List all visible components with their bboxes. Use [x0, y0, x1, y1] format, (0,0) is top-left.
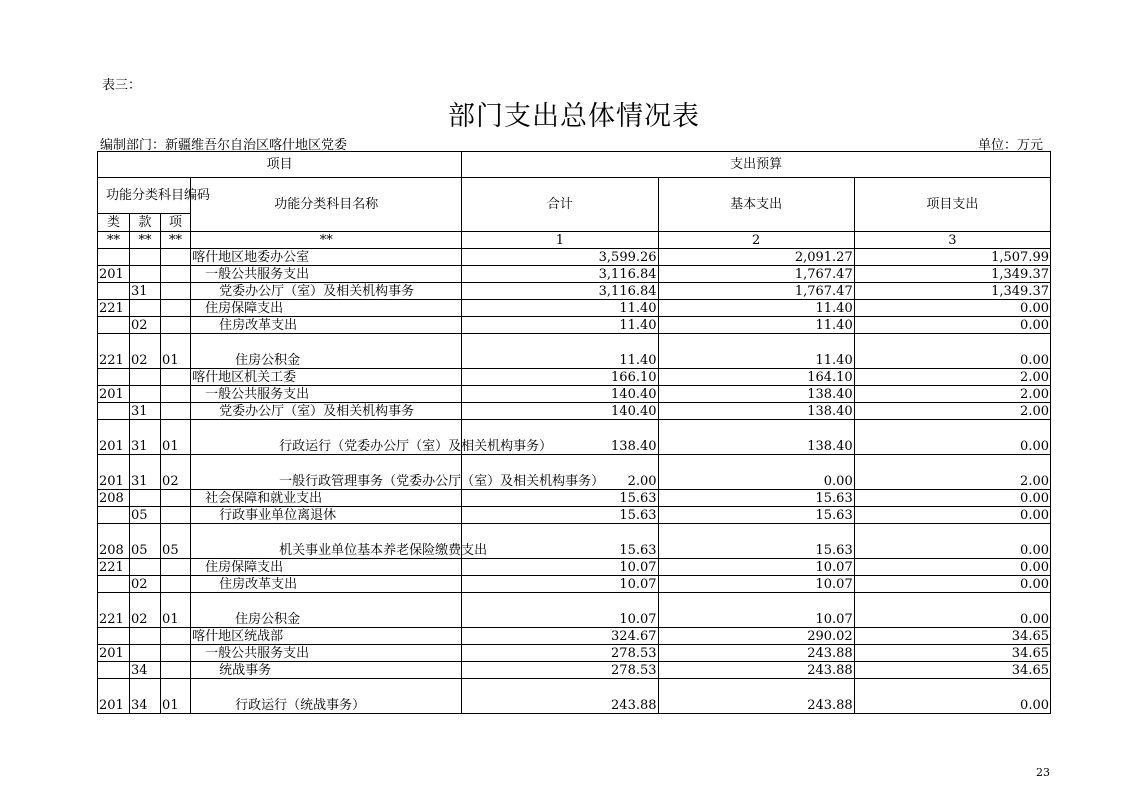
cell-kuan: 34 [130, 662, 161, 679]
cell-basic: 15.63 [658, 524, 854, 559]
cell-kuan [130, 559, 161, 576]
header-col-3: 3 [854, 232, 1050, 249]
table-row [98, 490, 1051, 507]
cell-total: 10.07 [462, 593, 658, 628]
cell-name: 住房保障支出 [191, 559, 462, 576]
cell-kuan [130, 490, 161, 507]
page-title: 部门支出总体情况表 [448, 101, 700, 132]
cell-basic: 138.40 [658, 420, 854, 455]
cell-lei [98, 628, 130, 645]
cell-name: 一般行政管理事务（党委办公厅（室）及相关机构事务） [191, 455, 462, 490]
cell-name: 住房改革支出 [191, 317, 462, 334]
cell-total: 278.53 [462, 645, 658, 662]
cell-xiang [161, 369, 191, 386]
cell-basic: 15.63 [658, 490, 854, 507]
cell-basic: 243.88 [658, 679, 854, 714]
header-basic: 基本支出 [658, 178, 854, 232]
cell-kuan: 34 [130, 679, 161, 714]
cell-project: 1,507.99 [854, 249, 1050, 266]
cell-lei [98, 507, 130, 524]
cell-lei [98, 369, 130, 386]
cell-name: 机关事业单位基本养老保险缴费支出 [191, 524, 462, 559]
cell-basic: 2,091.27 [658, 249, 854, 266]
cell-xiang [161, 266, 191, 283]
cell-name: 行政运行（统战事务） [191, 679, 462, 714]
cell-xiang [161, 576, 191, 593]
cell-lei: 201 [98, 386, 130, 403]
cell-project: 0.00 [854, 576, 1050, 593]
table-row [98, 386, 1051, 403]
table-row [98, 403, 1051, 420]
cell-kuan: 02 [130, 317, 161, 334]
cell-project: 34.65 [854, 645, 1050, 662]
cell-total: 140.40 [462, 403, 658, 420]
header-col-1: 1 [462, 232, 658, 249]
table-row [98, 455, 1051, 490]
cell-lei: 201 [98, 266, 130, 283]
cell-kuan: 31 [130, 420, 161, 455]
header-col-2: 2 [658, 232, 854, 249]
cell-basic: 243.88 [658, 662, 854, 679]
table-row [98, 628, 1051, 645]
header-xiang: 项 [161, 214, 191, 232]
cell-lei: 201 [98, 455, 130, 490]
cell-project: 0.00 [854, 420, 1050, 455]
cell-xiang: 01 [161, 679, 191, 714]
cell-project: 0.00 [854, 317, 1050, 334]
cell-name: 一般公共服务支出 [191, 386, 462, 403]
cell-project: 2.00 [854, 455, 1050, 490]
cell-xiang [161, 300, 191, 317]
cell-total: 15.63 [462, 490, 658, 507]
cell-total: 3,116.84 [462, 266, 658, 283]
cell-total: 166.10 [462, 369, 658, 386]
cell-xiang [161, 403, 191, 420]
cell-total: 15.63 [462, 507, 658, 524]
cell-kuan: 05 [130, 524, 161, 559]
cell-kuan: 02 [130, 334, 161, 369]
header-kuan: 款 [130, 214, 161, 232]
cell-xiang [161, 507, 191, 524]
cell-kuan [130, 300, 161, 317]
cell-kuan: 02 [130, 576, 161, 593]
table-row [98, 593, 1051, 628]
cell-project: 0.00 [854, 490, 1050, 507]
cell-project: 0.00 [854, 300, 1050, 317]
header-total: 合计 [462, 178, 658, 232]
cell-project: 2.00 [854, 369, 1050, 386]
cell-project: 1,349.37 [854, 283, 1050, 300]
cell-project: 2.00 [854, 403, 1050, 420]
cell-project: 0.00 [854, 524, 1050, 559]
cell-kuan [130, 266, 161, 283]
header-code-group: 功能分类科目编码 [98, 178, 191, 214]
header-marker-xiang: ** [161, 232, 191, 249]
cell-total: 11.40 [462, 317, 658, 334]
table-row [98, 679, 1051, 714]
page-number: 23 [1036, 766, 1050, 779]
header-marker-lei: ** [98, 232, 130, 249]
cell-xiang [161, 283, 191, 300]
header-marker-name: ** [191, 232, 462, 249]
cell-total: 11.40 [462, 300, 658, 317]
cell-kuan: 05 [130, 507, 161, 524]
header-project: 项目支出 [854, 178, 1050, 232]
cell-basic: 243.88 [658, 645, 854, 662]
cell-kuan: 31 [130, 403, 161, 420]
cell-total: 2.00 [462, 455, 658, 490]
cell-lei [98, 662, 130, 679]
cell-name: 喀什地区机关工委 [191, 369, 462, 386]
cell-total: 3,599.26 [462, 249, 658, 266]
cell-basic: 290.02 [658, 628, 854, 645]
cell-name: 统战事务 [191, 662, 462, 679]
cell-basic: 10.07 [658, 559, 854, 576]
table-row [98, 300, 1051, 317]
header-marker-kuan: ** [130, 232, 161, 249]
cell-kuan [130, 249, 161, 266]
cell-lei [98, 576, 130, 593]
cell-lei: 221 [98, 559, 130, 576]
cell-lei: 201 [98, 645, 130, 662]
cell-xiang: 01 [161, 334, 191, 369]
table-row [98, 645, 1051, 662]
table-row [98, 576, 1051, 593]
cell-kuan [130, 628, 161, 645]
cell-lei: 221 [98, 593, 130, 628]
cell-basic: 164.10 [658, 369, 854, 386]
cell-basic: 0.00 [658, 455, 854, 490]
cell-lei [98, 249, 130, 266]
expenditure-table [97, 151, 1051, 714]
cell-project: 1,349.37 [854, 266, 1050, 283]
table-row [98, 559, 1051, 576]
cell-xiang: 05 [161, 524, 191, 559]
table-row [98, 334, 1051, 369]
cell-kuan [130, 645, 161, 662]
cell-name: 住房公积金 [191, 593, 462, 628]
cell-name: 行政事业单位离退休 [191, 507, 462, 524]
cell-xiang [161, 386, 191, 403]
cell-xiang: 01 [161, 420, 191, 455]
unit-label: 单位：万元 [978, 138, 1044, 153]
cell-project: 34.65 [854, 628, 1050, 645]
cell-kuan: 31 [130, 455, 161, 490]
cell-basic: 11.40 [658, 334, 854, 369]
table-row [98, 524, 1051, 559]
cell-xiang: 01 [161, 593, 191, 628]
cell-project: 0.00 [854, 334, 1050, 369]
cell-basic: 10.07 [658, 593, 854, 628]
cell-total: 140.40 [462, 386, 658, 403]
cell-xiang [161, 628, 191, 645]
cell-name: 喀什地区地委办公室 [191, 249, 462, 266]
cell-name: 住房公积金 [191, 334, 462, 369]
table-row [98, 662, 1051, 679]
cell-lei: 208 [98, 524, 130, 559]
cell-lei [98, 317, 130, 334]
department-label: 编制部门：新疆维吾尔自治区喀什地区党委 [100, 138, 348, 153]
cell-lei [98, 403, 130, 420]
cell-project: 0.00 [854, 559, 1050, 576]
cell-name: 一般公共服务支出 [191, 266, 462, 283]
cell-xiang [161, 249, 191, 266]
cell-xiang [161, 559, 191, 576]
cell-basic: 15.63 [658, 507, 854, 524]
cell-lei: 201 [98, 420, 130, 455]
table-row [98, 369, 1051, 386]
cell-name: 党委办公厅（室）及相关机构事务 [191, 283, 462, 300]
cell-kuan: 31 [130, 283, 161, 300]
header-lei: 类 [98, 214, 130, 232]
cell-name: 行政运行（党委办公厅（室）及相关机构事务） [191, 420, 462, 455]
table-row [98, 283, 1051, 300]
cell-xiang [161, 490, 191, 507]
cell-project: 34.65 [854, 662, 1050, 679]
cell-name: 党委办公厅（室）及相关机构事务 [191, 403, 462, 420]
cell-name: 住房改革支出 [191, 576, 462, 593]
cell-basic: 138.40 [658, 403, 854, 420]
cell-lei: 208 [98, 490, 130, 507]
cell-basic: 11.40 [658, 317, 854, 334]
cell-name: 一般公共服务支出 [191, 645, 462, 662]
cell-name: 住房保障支出 [191, 300, 462, 317]
table-row [98, 507, 1051, 524]
cell-xiang [161, 645, 191, 662]
cell-total: 10.07 [462, 559, 658, 576]
table-row [98, 266, 1051, 283]
cell-xiang [161, 317, 191, 334]
cell-project: 2.00 [854, 386, 1050, 403]
table-row [98, 317, 1051, 334]
table-row [98, 249, 1051, 266]
cell-total: 278.53 [462, 662, 658, 679]
cell-total: 243.88 [462, 679, 658, 714]
header-budget: 支出预算 [462, 152, 1051, 178]
cell-total: 15.63 [462, 524, 658, 559]
cell-total: 3,116.84 [462, 283, 658, 300]
cell-basic: 1,767.47 [658, 283, 854, 300]
cell-xiang: 02 [161, 455, 191, 490]
cell-project: 0.00 [854, 593, 1050, 628]
cell-kuan: 02 [130, 593, 161, 628]
cell-lei: 201 [98, 679, 130, 714]
cell-basic: 138.40 [658, 386, 854, 403]
cell-total: 324.67 [462, 628, 658, 645]
cell-project: 0.00 [854, 507, 1050, 524]
cell-kuan [130, 369, 161, 386]
cell-basic: 1,767.47 [658, 266, 854, 283]
cell-lei [98, 283, 130, 300]
header-name: 功能分类科目名称 [191, 178, 462, 232]
cell-kuan [130, 386, 161, 403]
cell-total: 11.40 [462, 334, 658, 369]
cell-basic: 10.07 [658, 576, 854, 593]
cell-xiang [161, 662, 191, 679]
table-label: 表三： [102, 78, 142, 93]
cell-total: 10.07 [462, 576, 658, 593]
cell-basic: 11.40 [658, 300, 854, 317]
cell-name: 社会保障和就业支出 [191, 490, 462, 507]
cell-lei: 221 [98, 334, 130, 369]
cell-lei: 221 [98, 300, 130, 317]
cell-project: 0.00 [854, 679, 1050, 714]
table-row [98, 420, 1051, 455]
header-item: 项目 [98, 152, 462, 178]
cell-total: 138.40 [462, 420, 658, 455]
cell-name: 喀什地区统战部 [191, 628, 462, 645]
